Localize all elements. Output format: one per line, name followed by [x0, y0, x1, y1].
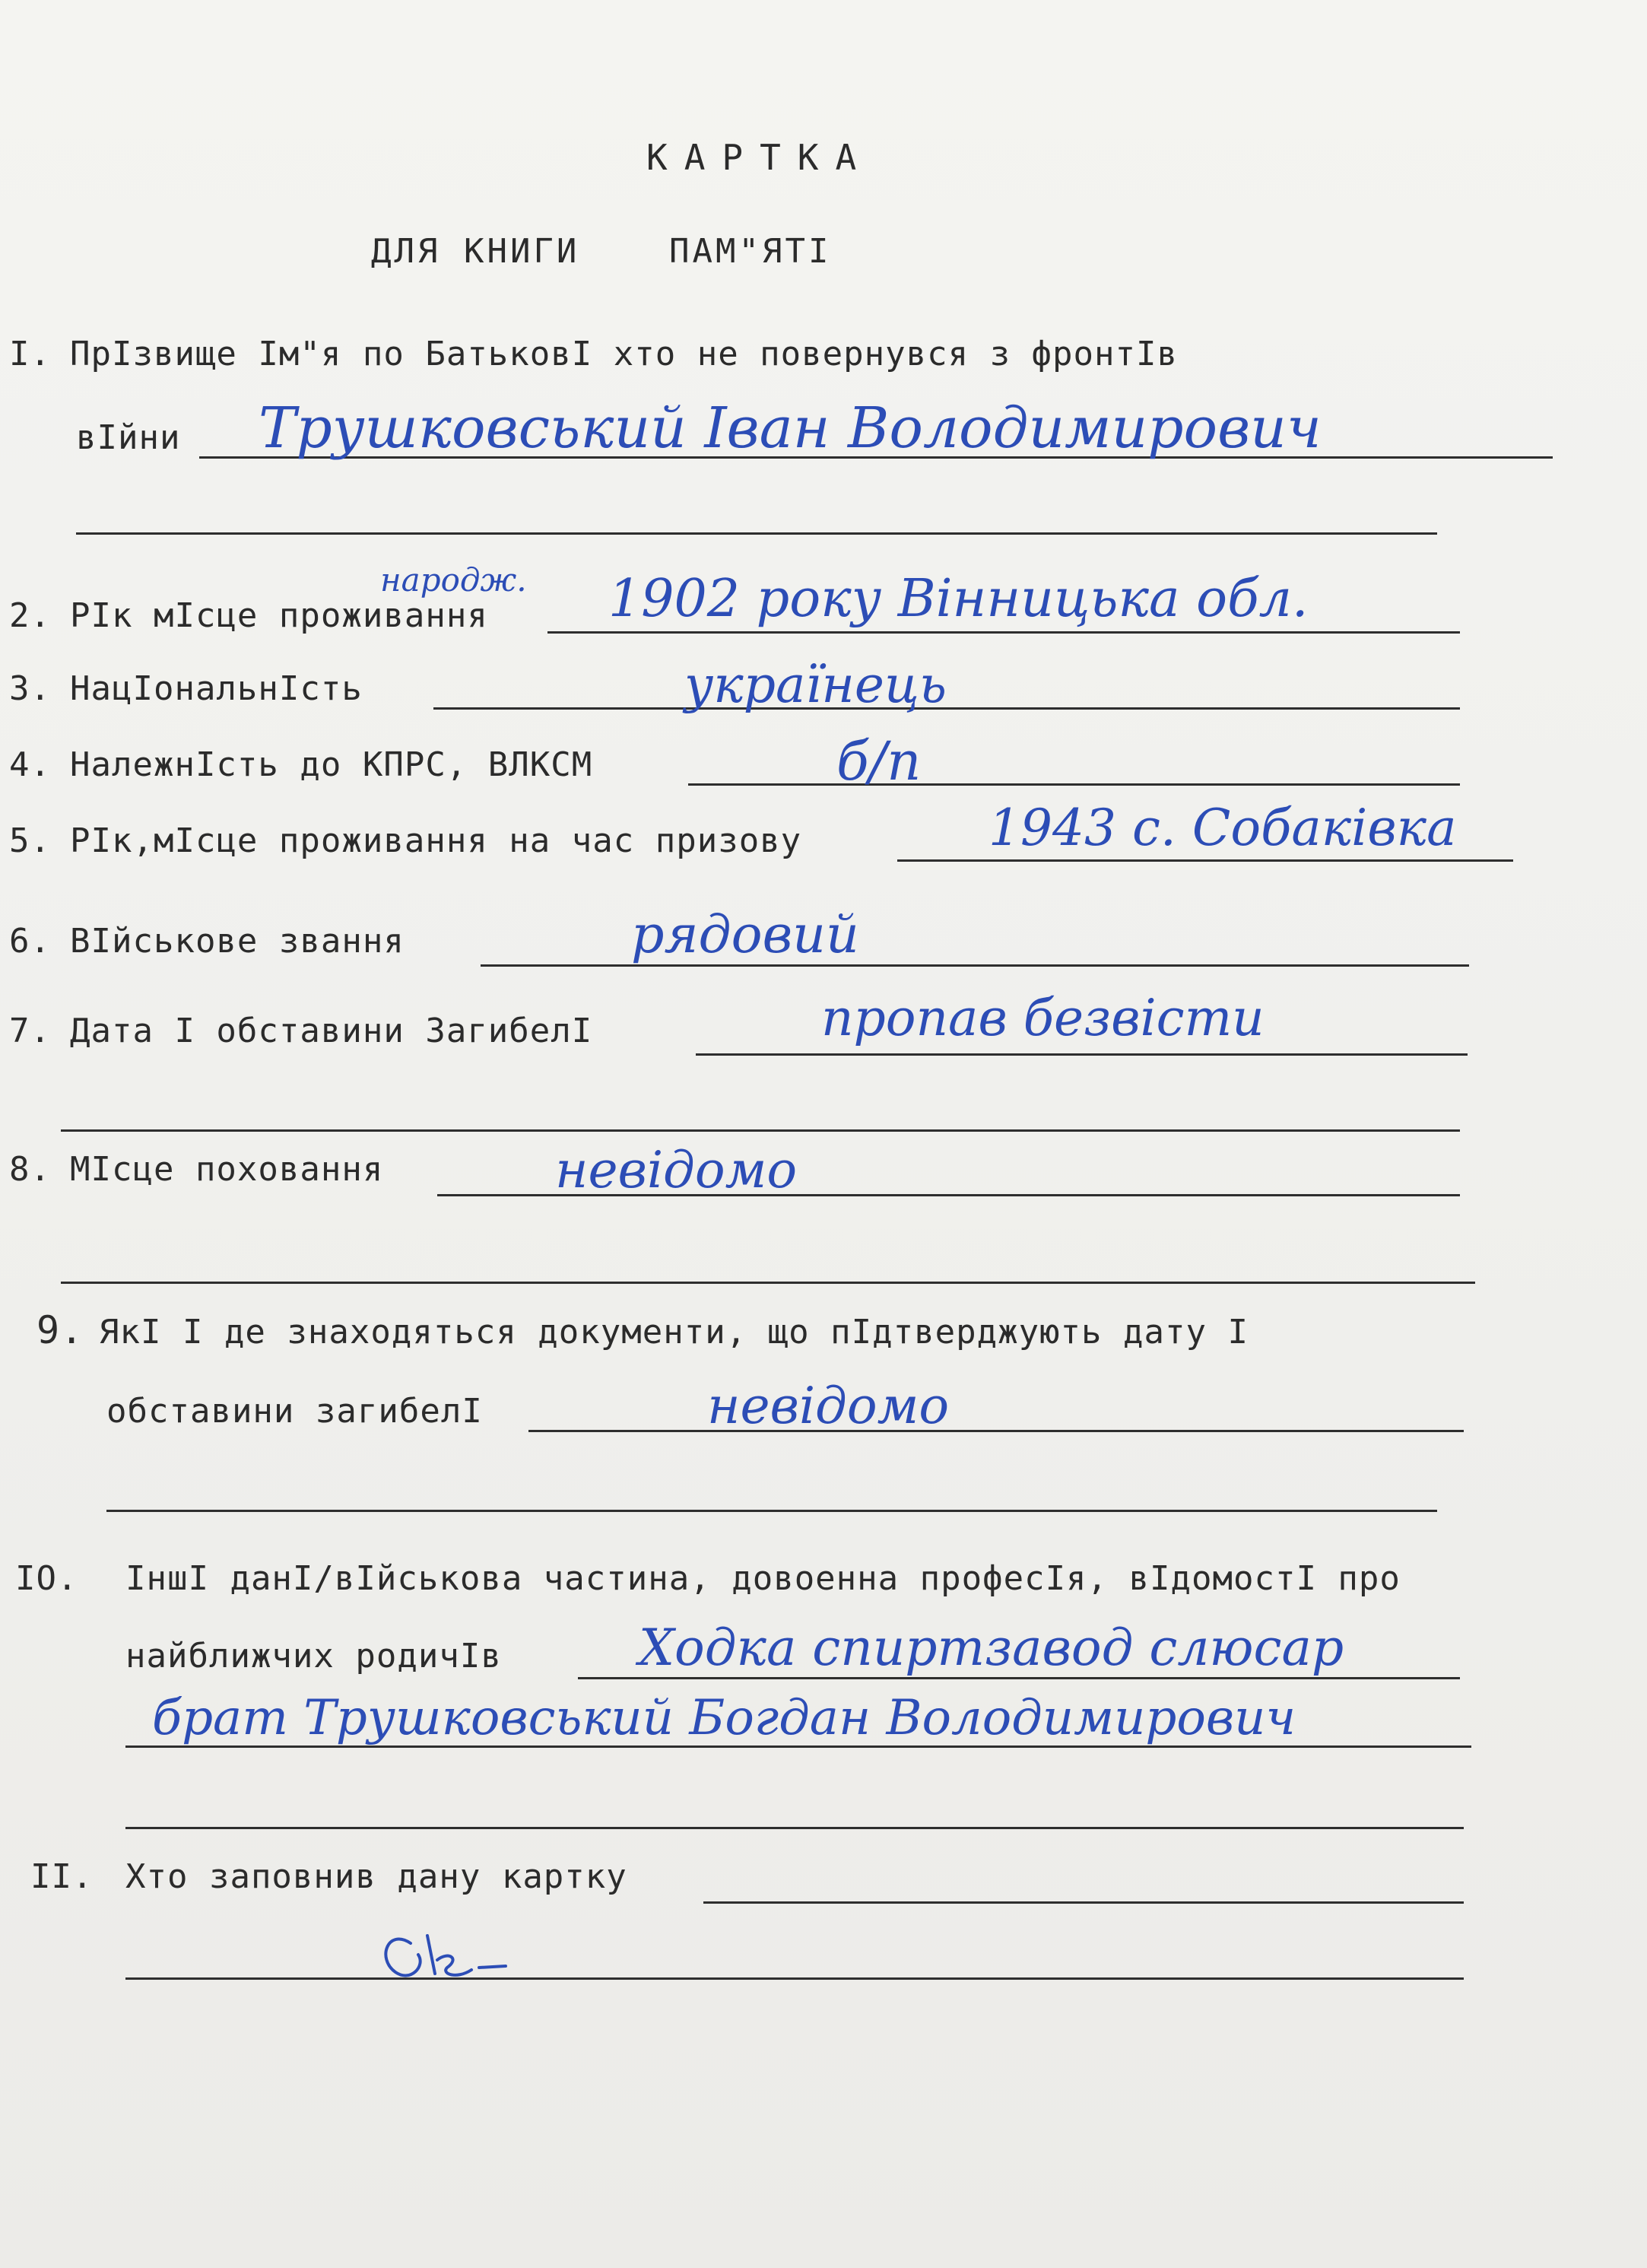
field-5-number: 5.	[9, 821, 51, 860]
field-10-value-line1: Ходка спиртзавод слюсар	[639, 1618, 1344, 1677]
signature	[365, 1913, 517, 1996]
field-9-value: невідомо	[707, 1377, 950, 1435]
field-1-line-2	[76, 532, 1437, 535]
field-2-label: РIк мIсце проживання	[70, 596, 488, 635]
card-subtitle-part2: ПАМ"ЯТI	[669, 232, 832, 271]
field-6-number: 6.	[9, 922, 51, 961]
field-7-number: 7.	[9, 1012, 51, 1050]
field-5-line	[897, 859, 1513, 862]
field-9-label: ЯкI I де знаходяться документи, що пIдтверджують дату I	[99, 1313, 1249, 1352]
field-7-value: пропав безвісти	[821, 989, 1265, 1047]
field-2-correction: народж.	[380, 561, 527, 599]
field-11-line-2	[125, 1977, 1464, 1980]
field-10-line-3	[125, 1827, 1464, 1829]
card-subtitle-part1: ДЛЯ КНИГИ	[371, 232, 580, 271]
field-4-label: НалежнIсть до КПРС, ВЛКСМ	[70, 745, 593, 784]
field-9-line	[528, 1430, 1464, 1432]
field-1-label-cont: вIйни	[76, 418, 181, 457]
field-11-number: II.	[30, 1857, 94, 1896]
field-4-line	[688, 783, 1460, 786]
field-10-line	[578, 1677, 1460, 1679]
field-11-line	[703, 1901, 1464, 1904]
field-2-number: 2.	[9, 596, 51, 635]
field-3-label: НацIональнIсть	[70, 669, 363, 708]
field-10-value-line2: брат Трушковський Богдан Володимирович	[152, 1690, 1296, 1746]
field-7-label: Дата I обставини ЗагибелI	[70, 1012, 593, 1050]
field-9-line-2	[106, 1510, 1437, 1512]
field-10-label: IншI данI/вIйськова частина, довоенна професIя, вIдомостI про	[125, 1559, 1401, 1598]
field-5-value: 1943 с. Собаківка	[989, 799, 1457, 857]
field-6-label: ВIйськове звання	[70, 922, 405, 961]
field-3-line	[433, 707, 1460, 710]
field-9-number: 9.	[36, 1308, 84, 1352]
field-5-label: РIк,мIсце проживання на час призову	[70, 821, 802, 860]
field-11-label: Хто заповнив дану картку	[125, 1857, 627, 1896]
field-8-line-2	[61, 1282, 1475, 1284]
field-1-number: I.	[9, 335, 51, 373]
field-2-value: 1902 року Вінницька обл.	[608, 569, 1309, 629]
field-4-value: б/п	[836, 730, 922, 793]
field-7-line	[696, 1053, 1468, 1056]
field-8-label: МIсце поховання	[70, 1150, 384, 1189]
field-2-line	[547, 631, 1460, 634]
field-1-label: ПрIзвище Iм"я по БатьковI хто не повернувся з фронтIв	[70, 335, 1178, 373]
field-6-line	[481, 964, 1469, 967]
field-8-value: невідомо	[555, 1141, 798, 1199]
field-10-label-cont: найближчих родичIв	[125, 1637, 502, 1676]
card-title: КАРТКА	[646, 137, 874, 178]
field-6-value: рядовий	[631, 905, 859, 965]
field-8-number: 8.	[9, 1150, 51, 1189]
field-3-number: 3.	[9, 669, 51, 708]
field-1-value: Трушковський Іван Володимирович	[259, 395, 1322, 461]
field-3-value: українець	[684, 656, 947, 714]
field-4-number: 4.	[9, 745, 51, 784]
field-10-number: IO.	[15, 1559, 78, 1598]
field-9-label-cont: обставини загибелI	[106, 1392, 483, 1431]
field-7-line-2	[61, 1129, 1460, 1132]
